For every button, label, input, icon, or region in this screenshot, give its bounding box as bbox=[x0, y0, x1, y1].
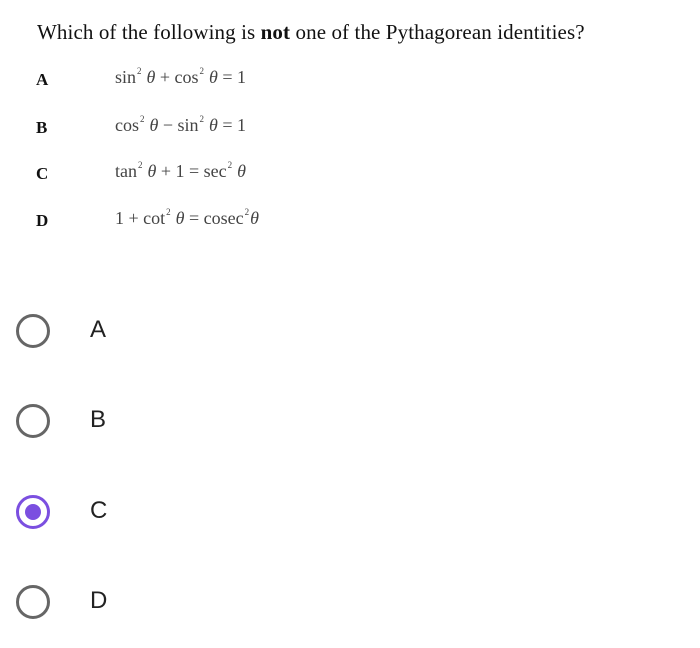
choice-label: B bbox=[90, 406, 107, 433]
choice-label: C bbox=[90, 497, 108, 524]
option-row-a bbox=[0, 66, 700, 96]
answer-choice-c[interactable] bbox=[14, 493, 314, 537]
option-row-b bbox=[0, 114, 700, 144]
question-suffix: one of the Pythagorean identities? bbox=[290, 20, 585, 44]
option-row-d bbox=[0, 207, 700, 237]
option-letter: A bbox=[36, 70, 49, 89]
option-letter: D bbox=[36, 211, 49, 230]
question-prefix: Which of the following is bbox=[37, 20, 261, 44]
answer-choice-a[interactable] bbox=[14, 312, 314, 356]
answer-choice-d[interactable] bbox=[14, 583, 314, 627]
choice-label: D bbox=[90, 587, 108, 614]
radio-button-a[interactable] bbox=[16, 314, 50, 348]
option-expression: $1 + \cot^2 \theta = cosec^2\theta$ bbox=[115, 207, 259, 228]
answer-choice-b[interactable] bbox=[14, 402, 314, 446]
option-expression: $\cos^2 \theta - \sin^2 \theta = 1$ bbox=[115, 114, 247, 135]
option-expression: $\sin^2 \theta + \cos^2 \theta = 1$ bbox=[115, 66, 247, 87]
question-emphasis: not bbox=[260, 20, 291, 44]
option-letter: B bbox=[36, 118, 48, 137]
option-expression: $\tan^2 \theta + 1 = \sec^2 \theta$ bbox=[115, 160, 246, 181]
radio-button-b[interactable] bbox=[16, 404, 50, 438]
radio-button-c[interactable] bbox=[16, 495, 50, 529]
option-letter: C bbox=[36, 164, 49, 183]
radio-button-d[interactable] bbox=[16, 585, 50, 619]
question-text bbox=[37, 20, 585, 45]
option-row-c bbox=[0, 160, 700, 190]
choice-label: A bbox=[90, 316, 107, 343]
